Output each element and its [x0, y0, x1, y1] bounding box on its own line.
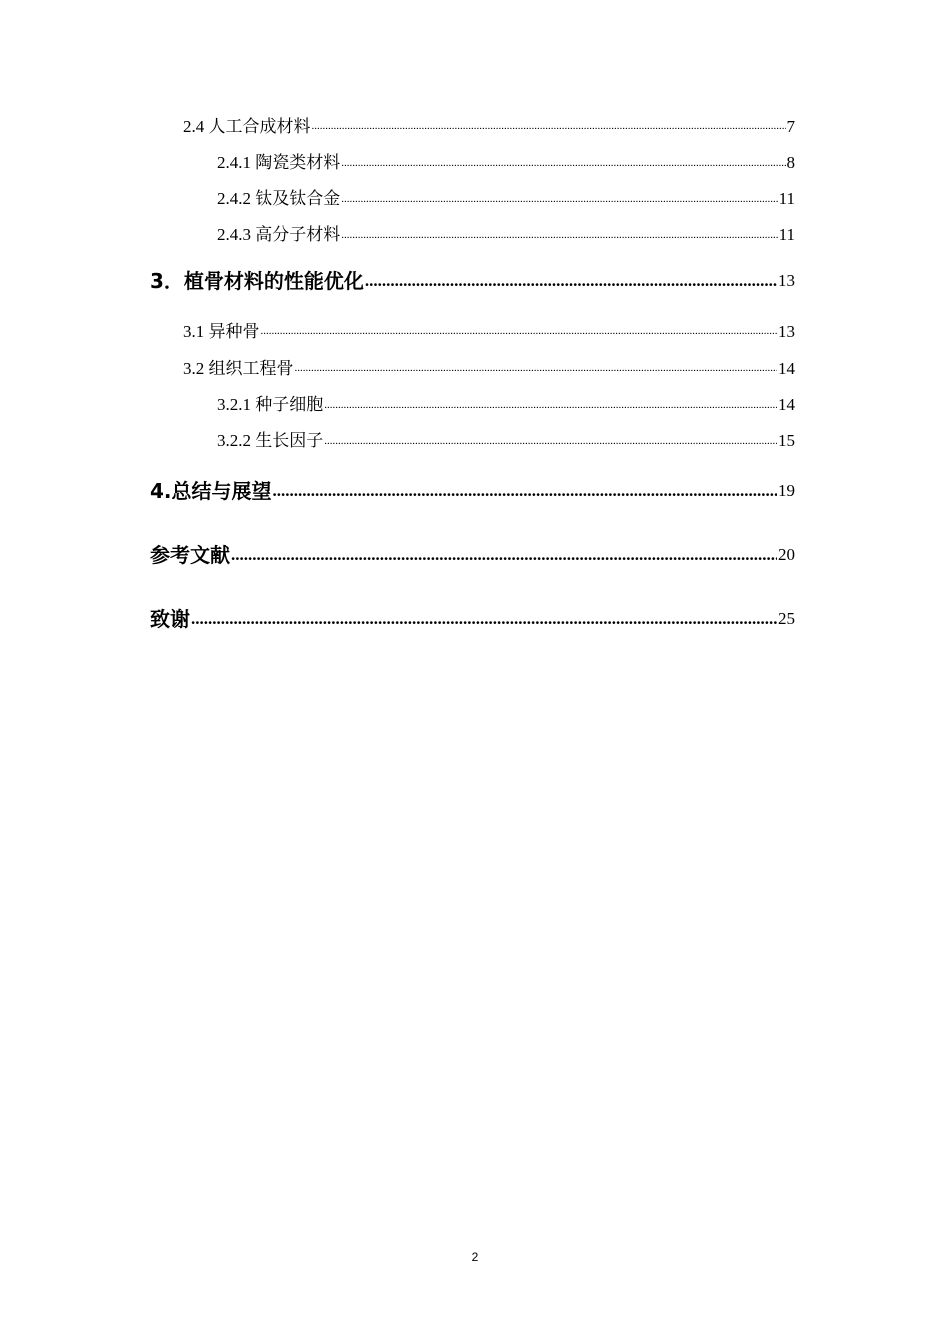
toc-entry-2-4-1[interactable]	[150, 145, 795, 181]
toc-page-number: 14	[778, 395, 795, 414]
page-number-footer: 2	[471, 1250, 479, 1264]
toc-entry-label: 2.4.1 陶瓷类材料	[217, 153, 341, 172]
toc-entry-3-2[interactable]	[150, 350, 795, 387]
dot-leader	[312, 108, 786, 145]
toc-page-number: 13	[778, 271, 795, 290]
toc-entry-chapter-4[interactable]	[150, 459, 795, 523]
toc-entry-2-4-2[interactable]	[150, 181, 795, 217]
dot-leader	[191, 587, 777, 651]
toc-chapter-label: 参考文献	[150, 543, 230, 567]
toc-entry-3-1[interactable]	[150, 313, 795, 350]
dot-leader	[341, 181, 777, 217]
dot-leader	[365, 249, 777, 313]
toc-page-number: 14	[778, 359, 795, 378]
toc-entry-2-4[interactable]	[150, 108, 795, 145]
toc-page-number: 25	[778, 609, 795, 628]
toc-chapter-label: 致谢	[150, 607, 190, 631]
toc-entry-label: 2.4 人工合成材料	[183, 117, 311, 136]
dot-leader	[295, 350, 778, 387]
toc-entry-label: 3.2 组织工程骨	[183, 359, 294, 378]
toc-page-number: 11	[778, 225, 795, 244]
toc-chapter-label: 3．植骨材料的性能优化	[150, 269, 364, 293]
dot-leader	[261, 313, 778, 350]
toc-chapter-label: 4.总结与展望	[150, 479, 272, 503]
toc-entry-2-4-3[interactable]	[150, 217, 795, 253]
table-of-contents	[150, 108, 795, 651]
dot-leader	[273, 459, 777, 523]
toc-entry-label: 2.4.3 高分子材料	[217, 225, 341, 244]
toc-page-number: 13	[778, 322, 795, 341]
toc-entry-3-2-1[interactable]	[150, 387, 795, 423]
toc-page-number: 20	[778, 545, 795, 564]
dot-leader	[324, 423, 777, 459]
toc-entry-chapter-3[interactable]	[150, 249, 795, 313]
toc-page-number: 8	[786, 153, 795, 172]
toc-entry-label: 3.1 异种骨	[183, 322, 260, 341]
toc-page-number: 19	[778, 481, 795, 500]
toc-entry-label: 3.2.2 生长因子	[217, 431, 324, 450]
dot-leader	[341, 145, 785, 181]
dot-leader	[324, 387, 777, 423]
dot-leader	[341, 217, 777, 253]
toc-entry-acknowledgements[interactable]	[150, 587, 795, 651]
toc-page-number: 11	[778, 189, 795, 208]
toc-page-number: 7	[786, 117, 795, 136]
toc-page-number: 15	[778, 431, 795, 450]
dot-leader	[231, 523, 777, 587]
toc-entry-3-2-2[interactable]	[150, 423, 795, 459]
toc-entry-label: 2.4.2 钛及钛合金	[217, 189, 341, 208]
toc-entry-references[interactable]	[150, 523, 795, 587]
toc-entry-label: 3.2.1 种子细胞	[217, 395, 324, 414]
